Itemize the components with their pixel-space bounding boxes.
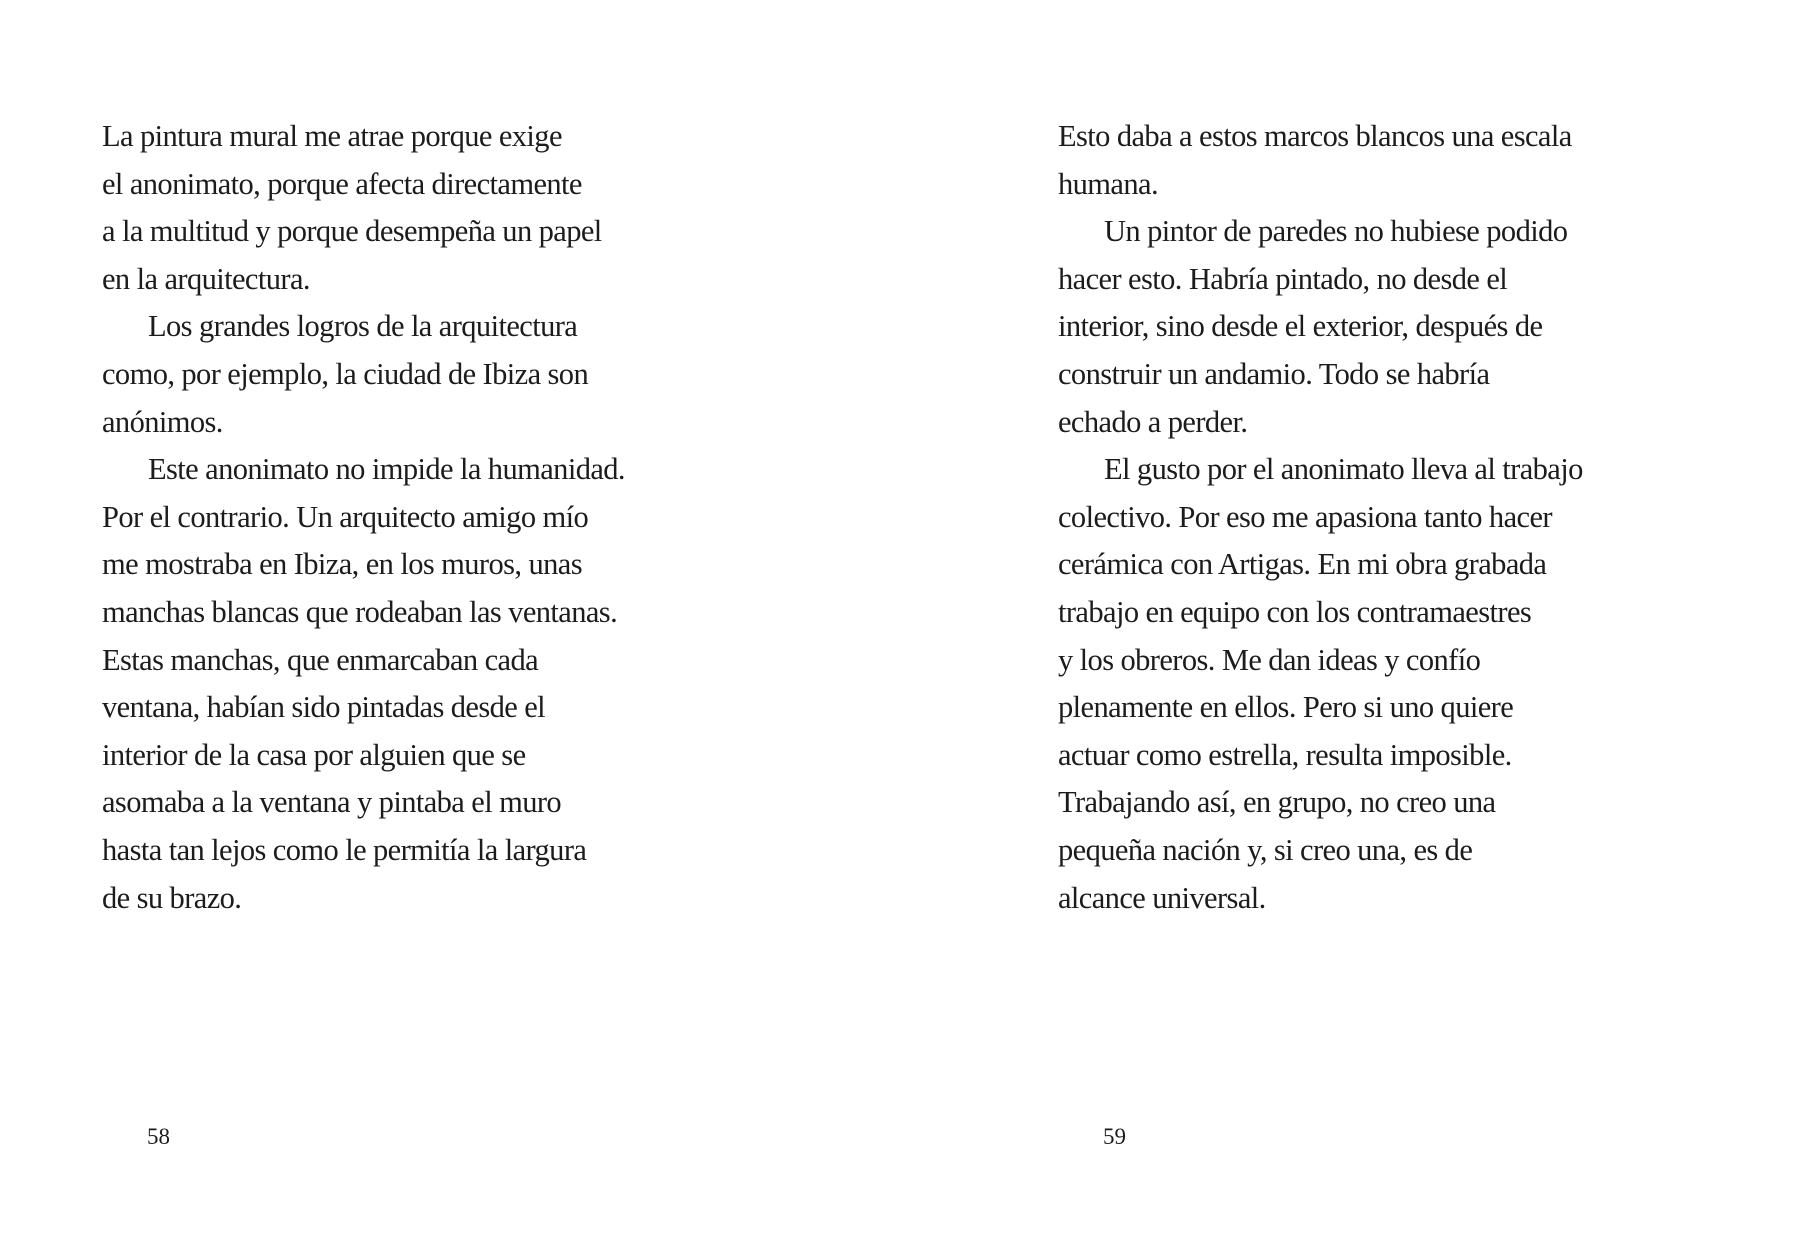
text-line: plenamente en ellos. Pero si uno quiere (1058, 690, 1514, 725)
text-line: Trabajando así, en grupo, no creo una (1058, 785, 1496, 820)
text-line: El gusto por el anonimato lleva al trabajo (1104, 452, 1583, 487)
text-line: Los grandes logros de la arquitectura (148, 309, 578, 344)
text-line: como, por ejemplo, la ciudad de Ibiza son (102, 356, 589, 391)
text-line: asomaba a la ventana y pintaba el muro (102, 785, 562, 820)
text-line: hasta tan lejos como le permitía la largura (102, 832, 587, 867)
text-line: y los obreros. Me dan ideas y confío (1058, 642, 1481, 677)
text-line: interior de la casa por alguien que se (102, 737, 526, 772)
text-line: ventana, habían sido pintadas desde el (102, 690, 546, 725)
text-line: colectivo. Por eso me apasiona tanto hacer (1058, 499, 1552, 534)
text-line: el anonimato, porque afecta directamente (102, 166, 582, 201)
text-line: de su brazo. (102, 880, 242, 915)
text-line: humana. (1058, 166, 1158, 201)
left-page-body-text (102, 113, 625, 922)
text-line: construir un andamio. Todo se habría (1058, 356, 1490, 391)
text-line: echado a perder. (1058, 404, 1248, 439)
text-line: a la multitud y porque desempeña un papel (102, 214, 602, 249)
text-line: trabajo en equipo con los contramaestres (1058, 594, 1532, 629)
text-line: alcance universal. (1058, 880, 1266, 915)
right-page-number: 59 (1103, 1124, 1126, 1149)
text-line: La pintura mural me atrae porque exige (102, 119, 562, 153)
text-line: Este anonimato no impide la humanidad. (148, 452, 625, 487)
text-line: Estas manchas, que enmarcaban cada (102, 642, 539, 677)
text-line: Un pintor de paredes no hubiese podido (1104, 214, 1568, 249)
text-line: anónimos. (102, 404, 223, 439)
left-page-number: 58 (147, 1124, 170, 1149)
text-line: Esto daba a estos marcos blancos una escala (1058, 119, 1572, 153)
text-line: pequeña nación y, si creo una, es de (1058, 832, 1473, 867)
text-line: me mostraba en Ibiza, en los muros, unas (102, 547, 582, 582)
text-line: Por el contrario. Un arquitecto amigo mío (102, 499, 589, 534)
right-page (900, 0, 1800, 1260)
text-line: manchas blancas que rodeaban las ventanas. (102, 594, 618, 629)
text-line: actuar como estrella, resulta imposible. (1058, 737, 1512, 772)
text-line: interior, sino desde el exterior, después de (1058, 309, 1543, 344)
text-line: en la arquitectura. (102, 261, 310, 296)
text-line: hacer esto. Habría pintado, no desde el (1058, 261, 1508, 296)
text-line: cerámica con Artigas. En mi obra grabada (1058, 547, 1547, 582)
right-page-body-text (1058, 113, 1583, 922)
